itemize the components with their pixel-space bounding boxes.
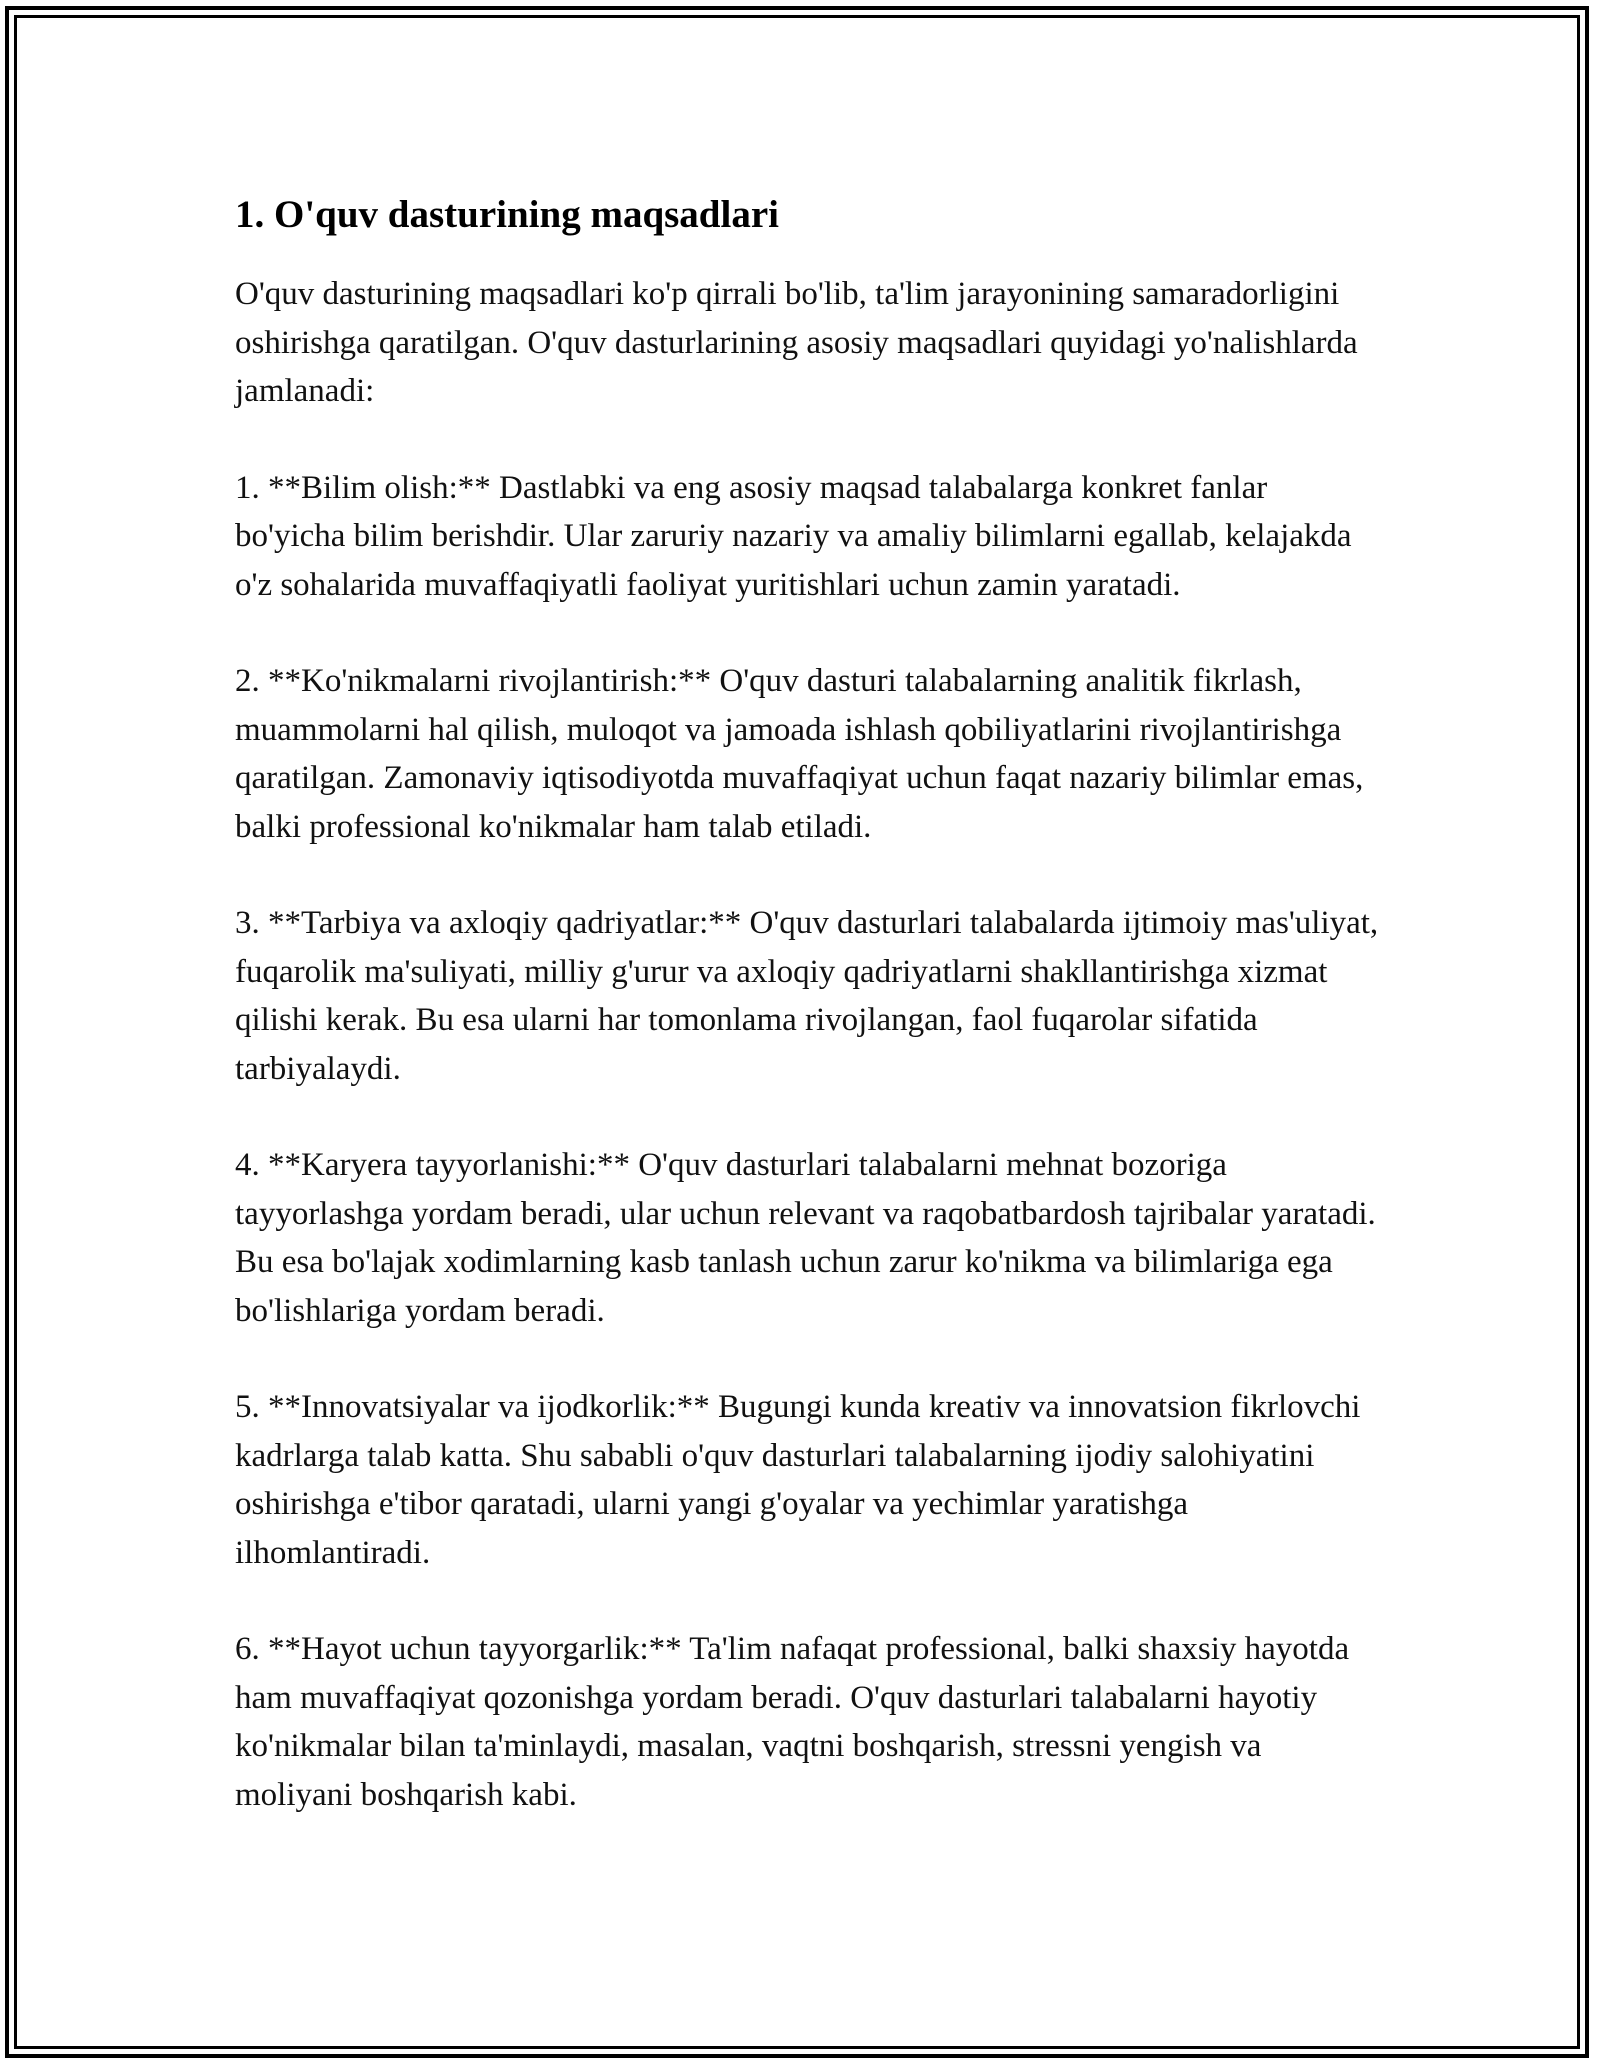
intro-paragraph: O'quv dasturining maqsadlari ko'p qirrali bo'lib, ta'lim jarayonining samaradorligini oshirishga qaratilgan. O'quv dasturlarining asosiy maqsadlari quyidagi yo'nalishlarda jamlanadi:: [235, 276, 1358, 409]
goal-knowledge-paragraph: 1. **Bilim olish:** Dastlabki va eng asosiy maqsad talabalarga konkret fanlar bo'yicha bilim berishdir. Ular zaruriy nazariy va amaliy bilimlarni egallab, kelajakda o'z sohalarida muvaffaqiyatli faoliyat yuritishlari uchun zamin yaratadi.: [235, 469, 1352, 603]
goal-skills-paragraph: 2. **Ko'nikmalarni rivojlantirish:** O'quv dasturi talabalarning analitik fikrlash, muammolarni hal qilish, muloqot va jamoada ishlash qobiliyatlarini rivojlantirishga qaratilgan. Zamonaviy iqtisodiyotda muvaffaqiyat uchun faqat nazariy bilimlar emas, balki professional ko'nikmalar ham talab etiladi.: [235, 663, 1364, 845]
goal-career-paragraph: 4. **Karyera tayyorlanishi:** O'quv dasturlari talabalarni mehnat bozoriga tayyorlashga yordam beradi, ular uchun relevant va raqobatbardosh tajribalar yaratadi. Bu esa bo'lajak xodimlarning kasb tanlash uchun zarur ko'nikma va bilimlariga ega bo'lishlariga yordam beradi.: [235, 1147, 1376, 1329]
section-heading: 1. O'quv dasturining maqsadlari: [235, 193, 779, 236]
document-body: [235, 180, 1385, 1867]
goal-life-paragraph: 6. **Hayot uchun tayyorgarlik:** Ta'lim nafaqat professional, balki shaxsiy hayotda ham muvaffaqiyat qozonishga yordam beradi. O'quv dasturlari talabalarni hayotiy ko'nikmalar bilan ta'minlaydi, masalan, vaqtni boshqarish, stressni yengish va moliyani boshqarish kabi.: [235, 1631, 1350, 1813]
goal-values-paragraph: 3. **Tarbiya va axloqiy qadriyatlar:** O'quv dasturlari talabalarda ijtimoiy mas'uliyat, fuqarolik ma'suliyati, milliy g'urur va axloqiy qadriyatlarni shakllantirishga xizmat qilishi kerak. Bu esa ularni har tomonlama rivojlangan, faol fuqarolar sifatida tarbiyalaydi.: [235, 905, 1379, 1087]
goal-innovation-paragraph: 5. **Innovatsiyalar va ijodkorlik:** Bugungi kunda kreativ va innovatsion fikrlovchi kadrlarga talab katta. Shu sababli o'quv dasturlari talabalarning ijodiy salohiyatini oshirishga e'tibor qaratadi, ularni yangi g'oyalar va yechimlar yaratishga ilhomlantiradi.: [235, 1389, 1361, 1571]
